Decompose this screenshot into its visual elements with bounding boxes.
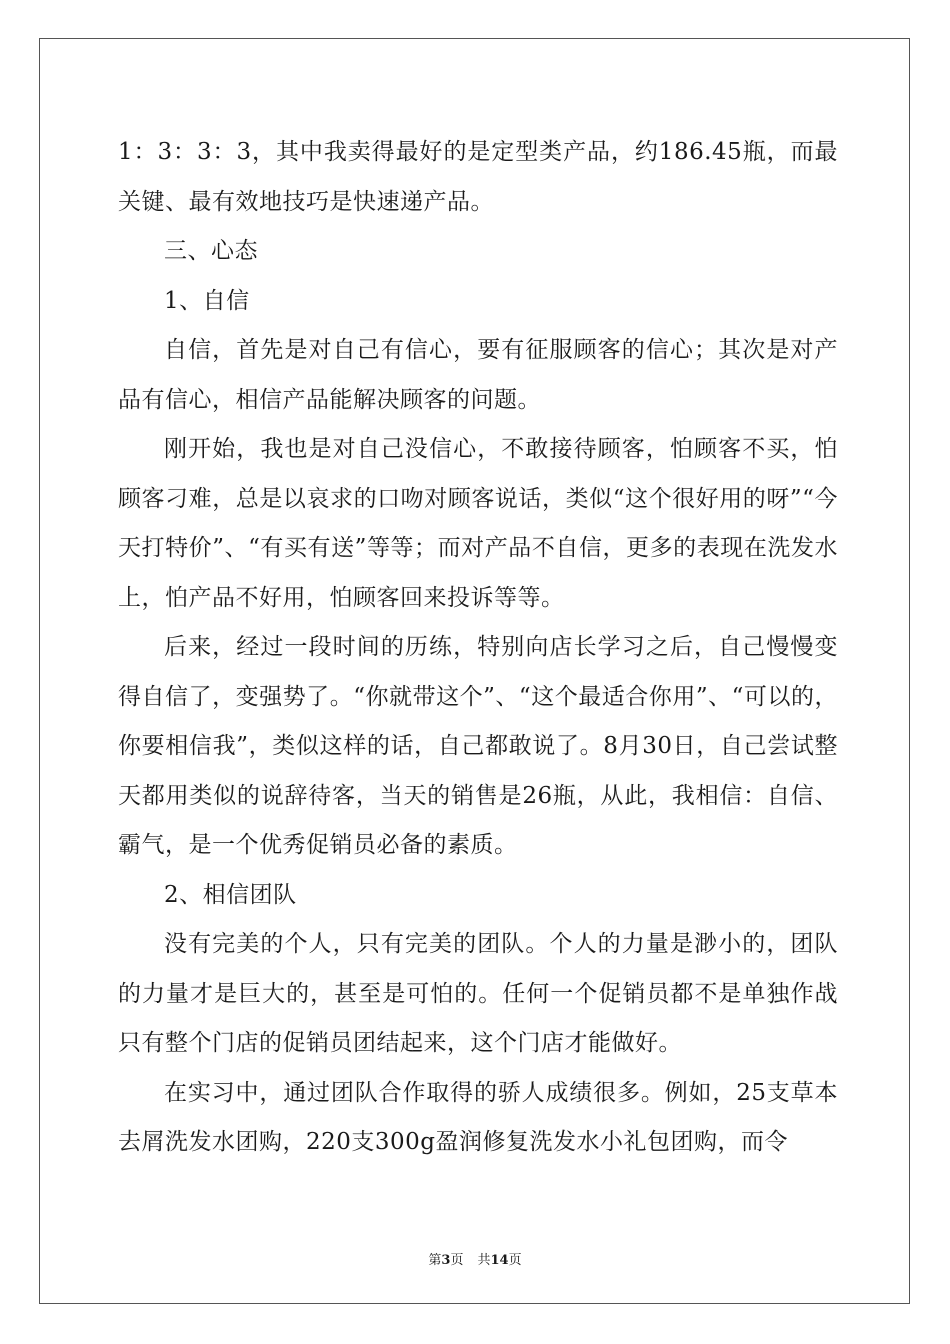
footer-total-unit: 页 (508, 1253, 522, 1268)
footer-total-prefix: 共 (477, 1253, 491, 1268)
footer-prefix: 第 (428, 1253, 442, 1268)
subsection-heading: 2、相信团队 (164, 881, 297, 908)
paragraph: 在实习中，通过团队合作取得的骄人成绩很多。例如，25支草本去屑洗发水团购，220支300g盈润修复洗发水小礼包团购，而令 (118, 1079, 838, 1155)
section-heading: 三、心态 (164, 238, 258, 264)
page-footer (0, 1249, 950, 1268)
current-page-number: 3 (441, 1253, 451, 1268)
total-pages-number: 14 (490, 1253, 509, 1268)
footer-page-unit: 页 (450, 1253, 464, 1268)
paragraph: 没有完美的个人，只有完美的团队。个人的力量是渺小的，团队的力量才是巨大的，甚至是可怕的。任何一个促销员都不是单独作战只有整个门店的促销员团结起来，这个门店才能做好。 (118, 931, 838, 1056)
subsection-heading: 1、自信 (164, 287, 250, 314)
paragraph: 1：3：3：3，其中我卖得最好的是定型类产品，约186.45瓶，而最关键、最有效地技巧是快速递产品。 (118, 139, 838, 215)
paragraph: 后来，经过一段时间的历练，特别向店长学习之后，自己慢慢变得自信了，变强势了。“你就带这个”、“这个最适合你用”、“可以的，你要相信我”，类似这样的话，自己都敢说了。8月30日，自己尝试整天都用类似的说辞待客，当天的销售是26瓶，从此，我相信：自信、霸气，是一个优秀促销员必备的素质。 (118, 634, 838, 858)
document-body (118, 128, 838, 1168)
paragraph: 自信，首先是对自己有信心，要有征服顾客的信心；其次是对产品有信心，相信产品能解决顾客的问题。 (118, 337, 838, 413)
paragraph: 刚开始，我也是对自己没信心，不敢接待顾客，怕顾客不买，怕顾客刁难，总是以哀求的口吻对顾客说话，类似“这个很好用的呀”“今天打特价”、“有买有送”等等；而对产品不自信，更多的表现在洗发水上，怕产品不好用，怕顾客回来投诉等等。 (118, 436, 838, 611)
